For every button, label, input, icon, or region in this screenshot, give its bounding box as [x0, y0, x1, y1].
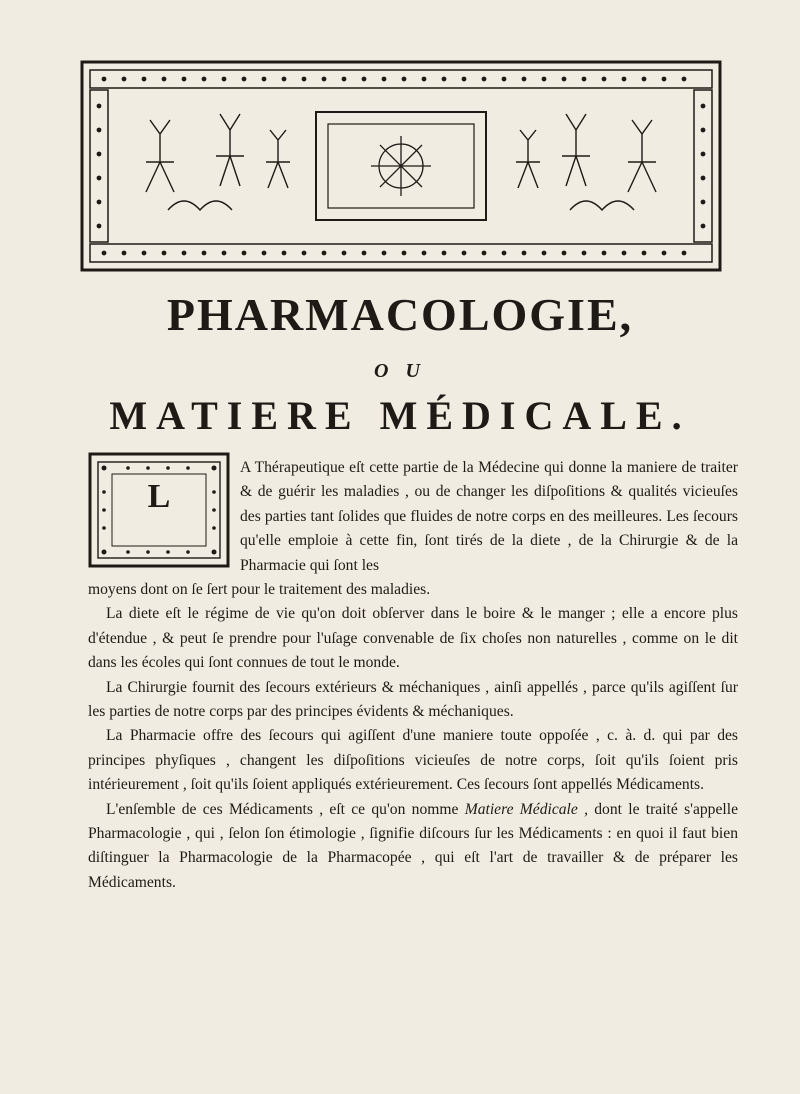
lead-paragraph	[240, 456, 738, 578]
ornamental-headpiece	[80, 60, 722, 272]
ornamental-dropcap	[88, 452, 230, 568]
paragraph: La Pharmacie offre des ſecours qui agiſſent d'une maniere toute oppoſée , c. à. d. qui par des principes phyſiques , changent les diſpoſitions vicieuſes de notre corps, ſoit qu'ils ſoient pris intérieurement , ſoit qu'ils ſoient appliqués extérieurement. Ces ſecours ſont appellés Médicaments.	[88, 727, 738, 794]
page-subtitle: MATIERE MÉDICALE.	[109, 393, 691, 438]
paragraph: moyens dont on ſe ſert pour le traitement des maladies.	[88, 581, 431, 598]
paragraph: La Chirurgie fournit des ſecours extérieurs & méchaniques , ainſi appellés , parce qu'ils agiſſent ſur les parties de notre corps par des principes évidents & méchaniques.	[88, 678, 738, 721]
title-conjunction: O U	[374, 360, 426, 382]
paragraph-part: dont le traité s'appelle Pharmacologie , qui , ſelon ſon étimologie , ſignifie diſcours ſur les Médicaments : en quoi il faut bien diſtinguer la Pharmacologie de la Pharmacopée , qui eſt l'art de travailler & de préparer les Médicaments.	[88, 800, 738, 891]
page-title: PHARMACOLOGIE,	[166, 289, 634, 340]
lead-text: A Thérapeutique eſt cette partie de la Médecine qui donne la maniere de traiter & de guérir les maladies , ou de changer les diſpoſitions & qualités vicieuſes des parties tant ſolides que fluides de notre corps en des meilleures. Les ſecours qu'elle emploie à cette fin, ſont tirés de la diete , de la Chirurgie & de la Pharmacie qui ſont les	[240, 459, 738, 574]
dropcap-letter: L	[147, 478, 171, 515]
paragraph: La diete eſt le régime de vie qu'on doit obſerver dans le boire & le manger ; elle a encore plus d'étendue , & peut ſe prendre pour l'uſage convenable de ſix choſes non naturelles , comme on le dit dans les écoles qui ſont connues de tout le monde.	[88, 605, 738, 672]
body-text	[88, 578, 738, 895]
paragraph-part: L'enſemble de ces Médicaments , eſt ce qu'on nomme	[106, 800, 459, 818]
paragraph	[88, 798, 738, 896]
italic-term: Matiere Médicale ,	[464, 800, 588, 818]
